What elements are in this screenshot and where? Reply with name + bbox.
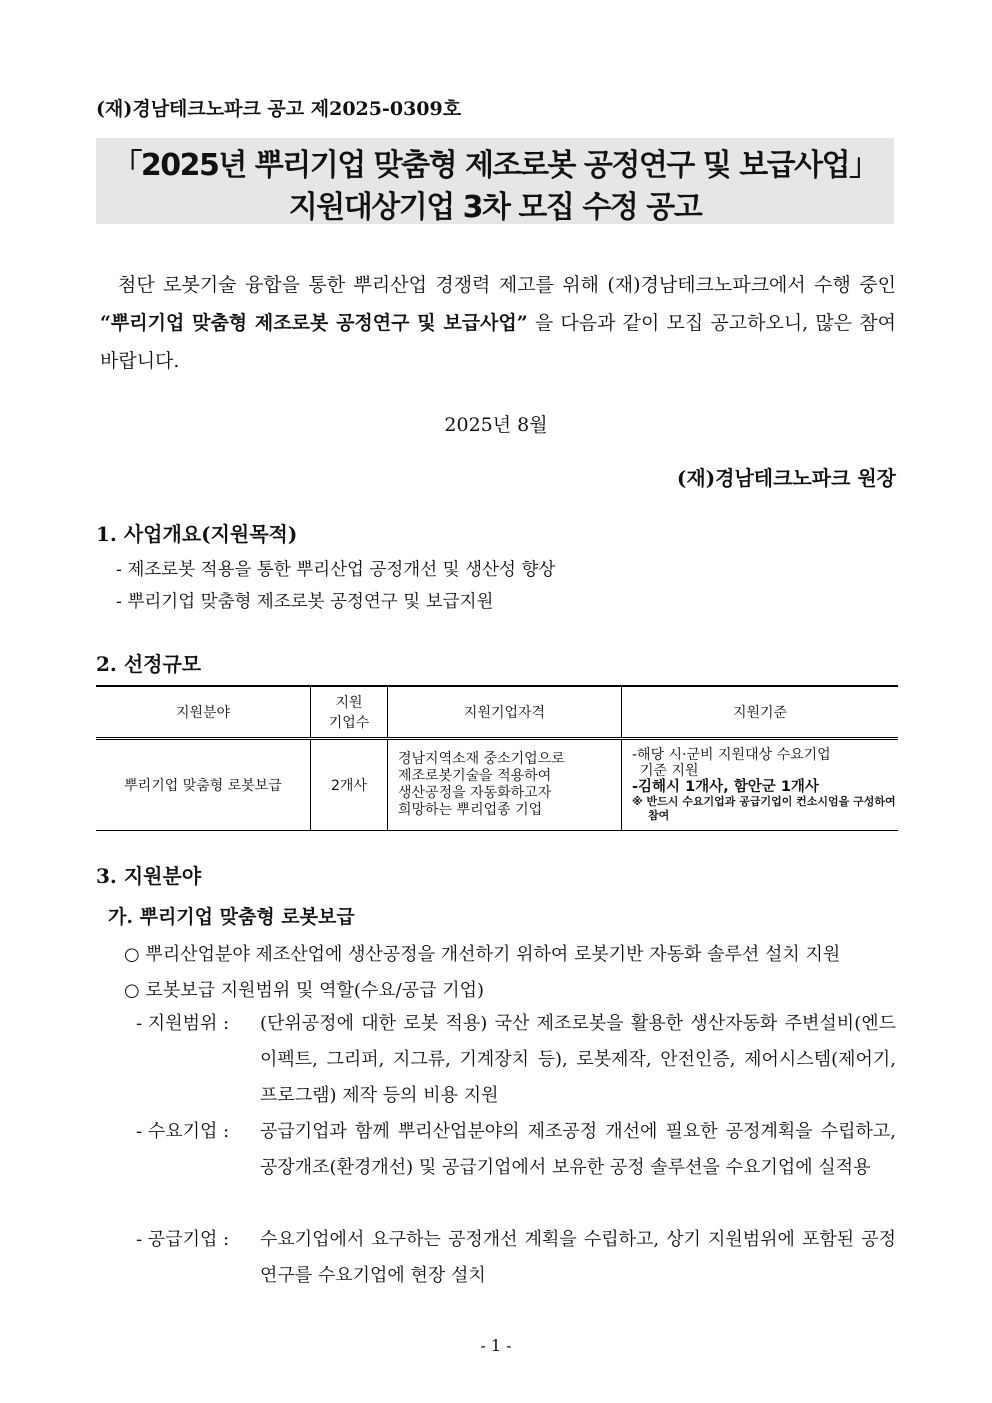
circle-item: ○ 로봇보급 지원범위 및 역할(수요/공급 기업)	[124, 980, 485, 1001]
intro-paragraph	[100, 266, 896, 380]
header-qualification: 지원기업자격	[388, 686, 622, 739]
detail-text: 공급기업과 함께 뿌리산업분야의 제조공정 개선에 필요한 공정계획을 수립하고, 공장개조(환경개선) 및 공급기업에서 보유한 공정 솔루션을 수요기업에 실적용	[260, 1121, 896, 1178]
section1-heading: 1. 사업개요(지원목적)	[96, 522, 298, 546]
header-count-line2: 기업수	[328, 715, 370, 731]
qualification-line: 희망하는 뿌리업종 기업	[398, 802, 543, 818]
criteria-line-1b: 기준 지원	[640, 763, 699, 779]
header-field: 지원분야	[96, 686, 311, 739]
criteria-line-2: -김해시 1개사, 함안군 1개사	[632, 779, 819, 795]
detail-text: 수요기업에서 요구하는 공정개선 계획을 수립하고, 상기 지원범위에 포함된 공정연구를 수요기업에 현장 설치	[260, 1229, 896, 1286]
header-criteria: 지원기준	[622, 686, 899, 739]
title-line-1: 「2025년 뿌리기업 맞춤형 제조로봇 공정연구 및 보급사업」	[112, 148, 878, 183]
detail-demand-company	[136, 1114, 896, 1186]
table-row	[96, 739, 898, 831]
detail-support-scope	[136, 1006, 896, 1114]
cell-criteria	[622, 739, 899, 831]
detail-supply-company	[136, 1222, 896, 1294]
criteria-note: ※ 반드시 수요기업과 공급기업이 컨소시엄을 구성하여 참여	[632, 795, 896, 822]
qualification-line: 생산공정을 자동화하고자	[398, 785, 552, 801]
detail-label: - 지원범위 :	[136, 1013, 230, 1034]
detail-label: - 수요기업 :	[136, 1121, 230, 1142]
cell-count: 2개사	[311, 739, 388, 831]
section2-heading: 2. 선정규모	[96, 652, 202, 676]
section3-subheading: 가. 뿌리기업 맞춤형 로봇보급	[108, 906, 355, 928]
notice-date: 2025년 8월	[444, 414, 548, 436]
header-count-line1: 지원	[335, 695, 363, 711]
title-box	[96, 138, 894, 224]
selection-table	[96, 685, 898, 831]
table-header-row	[96, 686, 898, 739]
title-line-2: 지원대상기업 3차 모집 수정 공고	[288, 190, 702, 225]
section1-item: - 제조로봇 적용을 통한 뿌리산업 공정개선 및 생산성 향상	[116, 560, 556, 580]
signer: (재)경남테크노파크 원장	[676, 466, 896, 490]
detail-text: (단위공정에 대한 로봇 적용) 국산 제조로봇을 활용한 생산자동화 주변설비(엔드이펙트, 그리퍼, 지그류, 기계장치 등), 로봇제작, 안전인증, 제어시스템(제어기, 프로그램) 제작 등의 비용 지원	[260, 1013, 896, 1106]
circle-item: ○ 뿌리산업분야 제조산업에 생산공정을 개선하기 위하여 로봇기반 자동화 솔루션 설치 지원	[124, 944, 841, 965]
page-number: - 1 -	[480, 1336, 512, 1355]
intro-text-after: 을 다음과 같이 모집 공고하오니, 많은 참여바랍니다.	[100, 312, 896, 372]
criteria-line-1a: -해당 시·군비 지원대상 수요기업	[632, 747, 831, 763]
section1-item: - 뿌리기업 맞춤형 제조로봇 공정연구 및 보급지원	[116, 592, 494, 612]
notice-number: (재)경남테크노파크 공고 제2025-0309호	[96, 98, 462, 120]
qualification-line: 제조로봇기술을 적용하여	[398, 768, 552, 784]
section3-heading: 3. 지원분야	[96, 864, 202, 888]
detail-label: - 공급기업 :	[136, 1229, 230, 1250]
cell-qualification	[388, 739, 622, 831]
cell-field: 뿌리기업 맞춤형 로봇보급	[96, 739, 311, 831]
header-count	[311, 686, 388, 739]
intro-highlight: “뿌리기업 맞춤형 제조로봇 공정연구 및 보급사업”	[100, 312, 528, 334]
qualification-line: 경남지역소재 중소기업으로	[398, 751, 565, 767]
intro-text-before: 첨단 로봇기술 융합을 통한 뿌리산업 경쟁력 제고를 위해 (재)경남테크노파크에서 수행 중인	[118, 274, 896, 296]
